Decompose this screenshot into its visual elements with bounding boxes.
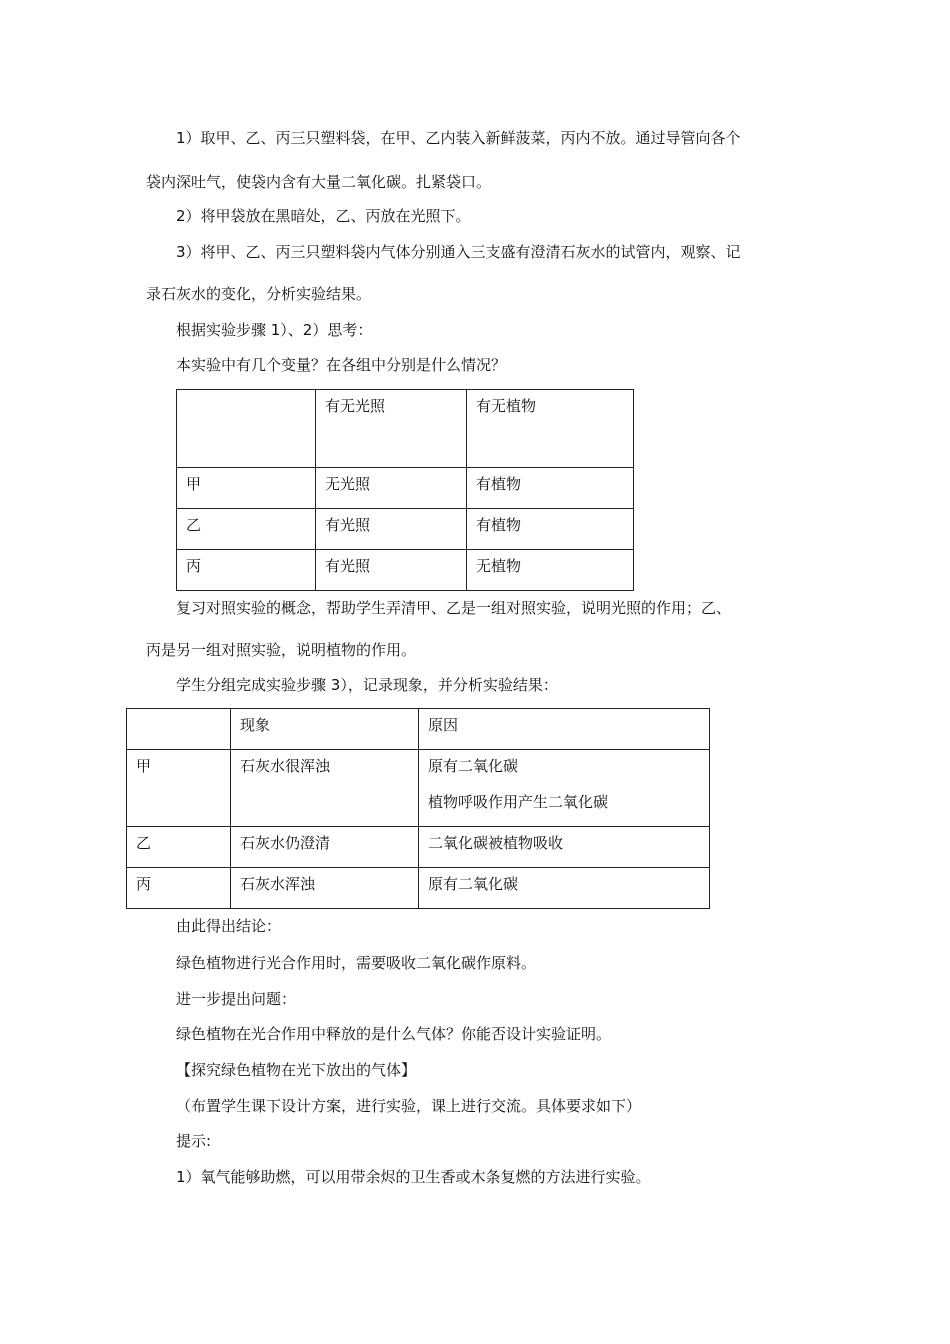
table-header-cell: 现象 <box>231 709 419 750</box>
table-cell: 有植物 <box>467 509 634 550</box>
paragraph-hint-1: 1）氧气能够助燃，可以用带余烬的卫生香或木条复燃的方法进行实验。 <box>176 1168 651 1186</box>
table-row <box>177 509 634 550</box>
paragraph-further-question-label: 进一步提出问题： <box>176 990 297 1008</box>
paragraph-step3-line1: 3）将甲、乙、丙三只塑料袋内气体分别通入三支盛有澄清石灰水的试管内，观察、记 <box>176 243 741 261</box>
paragraph-step3-line2: 录石灰水的变化，分析实验结果。 <box>146 285 372 303</box>
table-cell: 有光照 <box>316 550 467 591</box>
table-cell: 石灰水很浑浊 <box>231 750 419 827</box>
table-cell: 石灰水浑浊 <box>231 868 419 909</box>
paragraph-think: 根据实验步骤 1）、2）思考： <box>176 321 373 339</box>
table-header-cell: 有无植物 <box>467 390 634 468</box>
table-cell: 石灰水仍澄清 <box>231 827 419 868</box>
cell-line: 原有二氧化碳 <box>428 757 519 775</box>
table-cell: 原有二氧化碳 <box>419 868 710 909</box>
table-cell <box>419 750 710 827</box>
section-heading: 【探究绿色植物在光下放出的气体】 <box>176 1061 417 1079</box>
paragraph-step1-line2: 袋内深吐气，使袋内含有大量二氧化碳。扎紧袋口。 <box>146 173 492 191</box>
table-cell: 有植物 <box>467 468 634 509</box>
table-cell: 乙 <box>177 509 316 550</box>
paragraph-step1-line1: 1）取甲、乙、丙三只塑料袋，在甲、乙内装入新鲜菠菜，丙内不放。通过导管向各个 <box>176 129 741 147</box>
table-cell: 丙 <box>127 868 231 909</box>
cell-line: 植物呼吸作用产生二氧化碳 <box>428 793 609 811</box>
table-cell: 有光照 <box>316 509 467 550</box>
table-cell: 甲 <box>177 468 316 509</box>
table-row <box>127 868 710 909</box>
table-row <box>177 468 634 509</box>
table-cell <box>177 390 316 468</box>
table-cell: 无光照 <box>316 468 467 509</box>
table-row <box>177 550 634 591</box>
table-row <box>127 827 710 868</box>
paragraph-question: 本实验中有几个变量？在各组中分别是什么情况？ <box>176 356 507 374</box>
table-cell: 二氧化碳被植物吸收 <box>419 827 710 868</box>
paragraph-review-line1: 复习对照实验的概念，帮助学生弄清甲、乙是一组对照实验，说明光照的作用；乙、 <box>176 599 732 617</box>
table-header-row <box>177 390 634 468</box>
table-cell: 丙 <box>177 550 316 591</box>
table-cell: 无植物 <box>467 550 634 591</box>
paragraph-step2: 2）将甲袋放在黑暗处，乙、丙放在光照下。 <box>176 207 471 225</box>
table-header-cell: 原因 <box>419 709 710 750</box>
variables-table <box>176 389 634 591</box>
paragraph-conclusion-label: 由此得出结论： <box>176 917 282 935</box>
table-header-row <box>127 709 710 750</box>
paragraph-review-line2: 丙是另一组对照实验，说明植物的作用。 <box>146 641 417 659</box>
paragraph-conclusion: 绿色植物进行光合作用时，需要吸收二氧化碳作原料。 <box>176 954 537 972</box>
table-cell <box>127 709 231 750</box>
table-cell: 乙 <box>127 827 231 868</box>
paragraph-hint-label: 提示: <box>176 1132 212 1150</box>
paragraph-assignment: （布置学生课下设计方案，进行实验，课上进行交流。具体要求如下） <box>176 1097 642 1115</box>
table-row <box>127 750 710 827</box>
results-table <box>126 708 710 909</box>
table-header-cell: 有无光照 <box>316 390 467 468</box>
table-cell: 甲 <box>127 750 231 827</box>
paragraph-further-question: 绿色植物在光合作用中释放的是什么气体？你能否设计实验证明。 <box>176 1025 612 1043</box>
paragraph-group-work: 学生分组完成实验步骤 3），记录现象，并分析实验结果： <box>176 676 558 694</box>
